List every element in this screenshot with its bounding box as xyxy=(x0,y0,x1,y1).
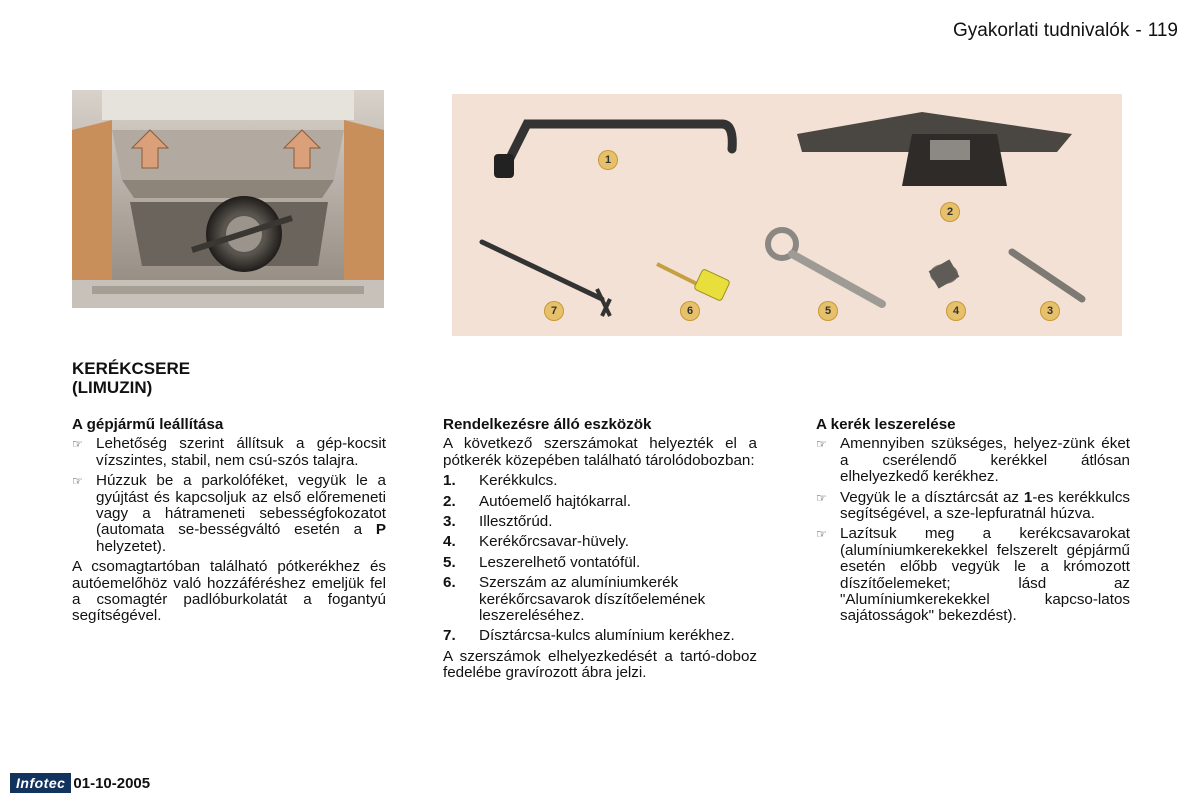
pointing-hand-icon: ☞ xyxy=(72,437,83,452)
bullet-text: -es kerékkulcs segítségével, a sze-lepfuratnál húzva. xyxy=(840,488,1131,523)
column-wheel-removal xyxy=(816,417,1130,629)
list-number: 7. xyxy=(443,627,456,645)
list-text: Kerékőrcsavar-hüvely. xyxy=(479,533,629,551)
trim-tool-icon xyxy=(657,264,730,301)
tool-badge-1: 1 xyxy=(598,150,618,170)
list-item xyxy=(443,555,757,571)
list-text: Dísztárcsa-kulcs alumínium kerékhez. xyxy=(479,627,735,645)
paragraph-access: A csomagtartóban található pótkerékhez és autóemelőhöz való hozzáféréshez emeljük fel a csomagtér padlóburkolatát a fogantyú segítségével. xyxy=(72,558,386,625)
tool-badge-5: 5 xyxy=(818,301,838,321)
subheading-removal: A kerék leszerelése xyxy=(816,416,956,433)
bullet-text: Amennyiben szükséges, helyez-zünk éket a cserélendő kerékkel átlósan elhelyezkedő kerékhez. xyxy=(840,435,1130,486)
bullet-text: Lehetőség szerint állítsuk a gép-kocsit vízszintes, stabil, nem csú-szós talajra. xyxy=(96,435,386,469)
trunk-illustration xyxy=(72,90,384,308)
list-text: Szerszám az alumíniumkerék kerékőrcsavarok díszítőelemének leszereléséhez. xyxy=(479,574,706,625)
list-item xyxy=(443,575,757,624)
list-text: Leszerelhető vontatófül. xyxy=(479,553,641,571)
wheel-wrench-icon xyxy=(507,124,732,164)
bullet-text: Húzzuk be a parkolóféket, vegyük le a gyújtást és kapcsoljuk az első előremeneti vagy a hátrameneti sebességfokozatot (automata se-bességváltó esetén a xyxy=(96,472,386,539)
bullet-item xyxy=(72,436,386,469)
section-title-line1: KERÉKCSERE xyxy=(72,359,191,378)
list-item xyxy=(443,494,757,510)
socket-icon xyxy=(929,259,960,288)
subheading-tools: Rendelkezésre álló eszközök xyxy=(443,416,652,433)
tools-illustration xyxy=(452,94,1122,336)
bullet-text-bold: P xyxy=(375,521,386,539)
column-tools xyxy=(443,417,757,686)
list-item xyxy=(443,628,757,644)
bullet-text: Vegyük le a dísztárcsát az xyxy=(840,488,1024,506)
list-number: 6. xyxy=(443,574,456,592)
bullet-item xyxy=(816,526,1130,624)
towing-eye-icon xyxy=(768,230,882,304)
tool-badge-6: 6 xyxy=(680,301,700,321)
footer-date: 01-10-2005 xyxy=(73,774,151,792)
header-separator: - xyxy=(1135,20,1142,41)
list-item xyxy=(443,534,757,550)
tool-list xyxy=(443,473,757,645)
tool-badge-4: 4 xyxy=(946,301,966,321)
pointing-hand-icon: ☞ xyxy=(816,527,827,542)
brand-logo: Infotec xyxy=(10,773,71,793)
paragraph-tools-intro: A következő szerszámokat helyezték el a pótkerék közepében található tárolódobozban: xyxy=(443,435,757,469)
bullet-text-bold: 1 xyxy=(1023,488,1033,506)
tool-badge-7: 7 xyxy=(544,301,564,321)
section-title-line2: (LIMUZIN) xyxy=(72,378,153,397)
list-item xyxy=(443,514,757,530)
extension-rod-icon xyxy=(1012,252,1082,299)
hubcap-key-icon xyxy=(482,242,602,299)
section-title xyxy=(72,359,392,397)
list-number: 1. xyxy=(443,472,456,490)
bullet-text: Lazítsuk meg a kerékcsavarokat (alumíniumkerekekkel felszerelt gépjármű esetén előbb vegyük le a krómozott díszítőelemeket; lásd az "Alumíniumkerekekkel kapcso-latos sajátosságok" bekezdést). xyxy=(840,525,1130,625)
pointing-hand-icon: ☞ xyxy=(72,474,83,489)
bullet-item xyxy=(816,490,1130,523)
footer xyxy=(10,772,150,794)
bullet-item xyxy=(816,436,1130,485)
list-number: 5. xyxy=(443,553,456,571)
list-number: 4. xyxy=(443,533,456,551)
list-number: 3. xyxy=(443,513,456,531)
section-name: Gyakorlati tudnivalók xyxy=(953,20,1130,41)
page-header xyxy=(953,20,1178,42)
list-item xyxy=(443,473,757,489)
jack-icon xyxy=(797,112,1072,186)
list-text: Autóemelő hajtókarral. xyxy=(479,492,631,510)
tool-badge-2: 2 xyxy=(940,202,960,222)
tool-badge-3: 3 xyxy=(1040,301,1060,321)
column-stopping-vehicle xyxy=(72,417,386,629)
paragraph-tools-outro: A szerszámok elhelyezkedését a tartó-doboz fedelébe gravírozott ábra jelzi. xyxy=(443,647,757,682)
subheading-stopping: A gépjármű leállítása xyxy=(72,416,224,433)
bullet-item xyxy=(72,473,386,555)
list-number: 2. xyxy=(443,492,456,510)
pointing-hand-icon: ☞ xyxy=(816,437,827,452)
page-number: 119 xyxy=(1147,20,1178,41)
pointing-hand-icon: ☞ xyxy=(816,490,827,505)
bullet-text: helyzetet). xyxy=(96,537,167,555)
list-text: Illesztőrúd. xyxy=(479,513,553,531)
list-text: Kerékkulcs. xyxy=(479,472,558,490)
